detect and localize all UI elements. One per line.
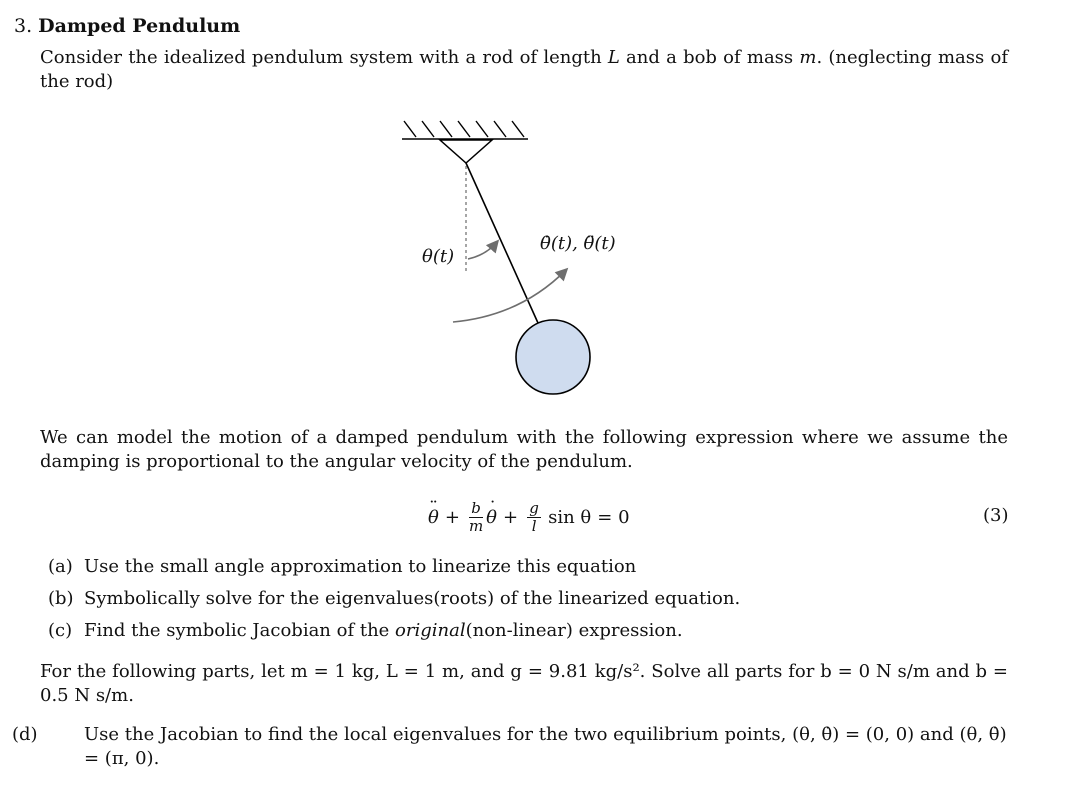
item-d-and: and xyxy=(914,724,960,745)
numerator-g: g xyxy=(529,498,539,517)
item-d-end: . xyxy=(153,748,160,769)
section-heading xyxy=(14,14,240,38)
sin-theta: sin θ xyxy=(548,506,592,528)
list-item-a xyxy=(48,555,1008,579)
var-L: L xyxy=(607,47,620,68)
theta-arrow xyxy=(468,242,497,259)
item-c-emphasis: original xyxy=(395,620,466,641)
angular-velocity-label: θ̇(t), θ̈(t) xyxy=(540,233,616,254)
item-a-text: Use the small angle approximation to linearize this equation xyxy=(84,556,637,577)
theta-label: θ(t) xyxy=(422,246,455,267)
equilibrium-point-2: (θ, θ̇) = (π, 0) xyxy=(84,724,1007,769)
intro-paragraph xyxy=(40,46,1008,94)
var-m: m xyxy=(799,47,817,68)
plus-sign: + xyxy=(444,506,460,528)
item-b-text: Symbolically solve for the eigenvalues(roots) of the linearized equation. xyxy=(84,588,741,609)
list-item-c xyxy=(48,619,1008,643)
pivot-triangle xyxy=(440,140,492,163)
denominator-l: l xyxy=(531,516,537,535)
intro-text-2: and a bob of mass xyxy=(619,47,800,68)
equilibrium-point-1: (θ, θ̇) = (0, 0) xyxy=(792,724,915,745)
equals-zero: = 0 xyxy=(597,506,630,528)
denominator-m: m xyxy=(468,516,484,535)
plus-sign-2: + xyxy=(503,506,519,528)
section-title: Damped Pendulum xyxy=(38,15,241,37)
damped-pendulum-equation xyxy=(428,492,630,542)
item-c-label: (c) xyxy=(48,620,73,641)
fraction-b-over-m xyxy=(469,500,483,535)
section-number: 3. xyxy=(14,15,33,37)
theta-ddot: θ ¨ xyxy=(428,507,439,528)
numerator-b: b xyxy=(471,498,481,517)
ceiling-hatch xyxy=(404,121,524,137)
item-d-label: (d) xyxy=(12,724,38,745)
item-d-text-before: Use the Jacobian to find the local eigenvalues for the two equilibrium points, xyxy=(84,724,793,745)
equation-number: (3) xyxy=(983,505,1009,526)
list-item-b xyxy=(48,587,1008,611)
intro-text-3: . (neglecting mass of the rod) xyxy=(40,47,1008,92)
item-b-label: (b) xyxy=(48,588,74,609)
intro-text-1: Consider the idealized pendulum system with a rod of length xyxy=(40,47,608,68)
item-a-label: (a) xyxy=(48,556,73,577)
item-c-text-after: (non-linear) expression. xyxy=(465,620,683,641)
fraction-g-over-l xyxy=(527,500,541,535)
pendulum-bob xyxy=(516,320,590,394)
list-item-d xyxy=(12,723,1008,771)
model-paragraph: We can model the motion of a damped pendulum with the following expression where we assume the damping is proportional to the angular velocity of the pendulum. xyxy=(40,427,1008,472)
angular-velocity-arrow xyxy=(453,270,566,322)
pendulum-figure xyxy=(390,108,650,408)
theta-dot: θ ˙ xyxy=(486,507,497,528)
given-values-paragraph: For the following parts, let m = 1 kg, L = 1 m, and g = 9.81 kg/s². Solve all parts for b = 0 N s/m and b = 0.5 N s/m. xyxy=(40,661,1008,706)
item-c-text-before: Find the symbolic Jacobian of the xyxy=(84,620,396,641)
